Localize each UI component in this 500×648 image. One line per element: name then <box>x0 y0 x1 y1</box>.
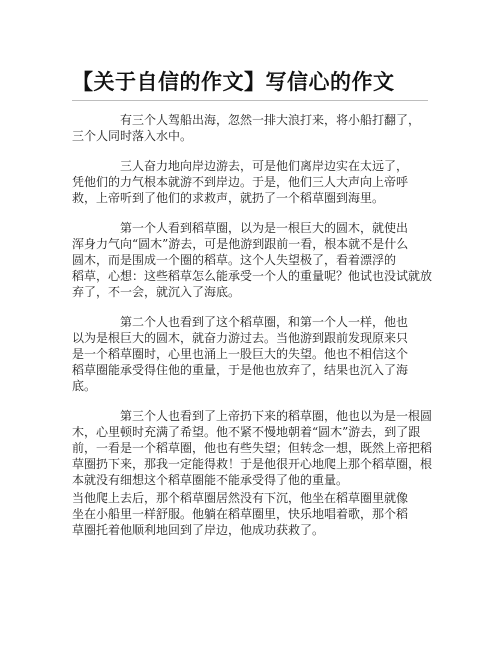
paragraph-5 <box>72 408 433 488</box>
paragraph-line: 凭他们的力气根本就游不到岸边。于是，他们三人大声向上帝呼 <box>72 175 409 189</box>
paragraph-line: 第一个人看到稻草圈，以为是一根巨大的圆木，就使出 <box>120 221 409 235</box>
paragraph-3 <box>72 220 433 300</box>
article-title: 【关于自信的作文】写信心的作文 <box>72 69 395 94</box>
paragraph-line: 本就没有细想这个稻草圈能不能承受得了他的重量。 <box>72 473 349 487</box>
paragraph-4 <box>72 314 428 394</box>
paragraph-line: 底。 <box>72 379 97 393</box>
paragraph-line: 三人奋力地向岸边游去，可是他们离岸边实在太远了， <box>120 159 409 173</box>
paragraph-line: 坐在小船里一样舒服。他躺在稻草圈里，快乐地唱着歌，那个稻 <box>72 507 409 521</box>
paragraph-line: 稻草，心想：这些稻草怎么能承受一个人的重量呢？他试也没试就放 <box>72 269 433 283</box>
paragraph-line: 救，上帝听到了他们的求救声，就扔了一个稻草圈到海里。 <box>72 191 385 205</box>
paragraph-line: 第三个人也看到了上帝扔下来的稻草圈，他也以为是一根圆 <box>120 409 433 423</box>
paragraph-line: 草圈托着他顺利地回到了岸边，他成功获救了。 <box>72 523 325 537</box>
paragraph-1 <box>72 112 428 144</box>
paragraph-line: 圆木，而是围成一个圈的稻草。这个人失望极了，看着漂浮的 <box>72 253 397 267</box>
paragraph-line: 是一个稻草圈时，心里也涌上一股巨大的失望。他也不相信这个 <box>72 347 409 361</box>
paragraph-line: 浑身力气向“圆木”游去，可是他游到跟前一看，根本就不是什么 <box>72 237 409 251</box>
paragraph-line: 草圈扔下来，那我一定能得救！于是他很开心地爬上那个稻草圈，根 <box>72 457 433 471</box>
paragraph-line: 以为是根巨大的圆木，就奋力游过去。当他游到跟前发现原来只 <box>72 331 409 345</box>
title-divider <box>72 100 428 101</box>
paragraph-line: 三个人同时落入水中。 <box>72 129 193 143</box>
paragraph-line: 第二个人也看到了这个稻草圈，和第一个人一样，他也 <box>120 315 409 329</box>
paragraph-line: 前，一看是一个稻草圈，他也有些失望；但转念一想，既然上帝把稻 <box>72 441 433 455</box>
paragraph-2 <box>72 158 428 206</box>
paragraph-line: 木，心里顿时充满了希望。他不紧不慢地朝着“圆木”游去，到了跟 <box>72 425 421 439</box>
paragraph-line: 有三个人驾船出海，忽然一排大浪打来，将小船打翻了， <box>120 113 421 127</box>
paragraph-line: 当他爬上去后，那个稻草圈居然没有下沉，他坐在稻草圈里就像 <box>72 491 409 505</box>
paragraph-6 <box>72 490 428 538</box>
paragraph-line: 弃了，不一会，就沉入了海底。 <box>72 285 241 299</box>
article-body <box>72 112 433 538</box>
paragraph-line: 稻草圈能承受得住他的重量，于是他也放弃了，结果也沉入了海 <box>72 363 409 377</box>
